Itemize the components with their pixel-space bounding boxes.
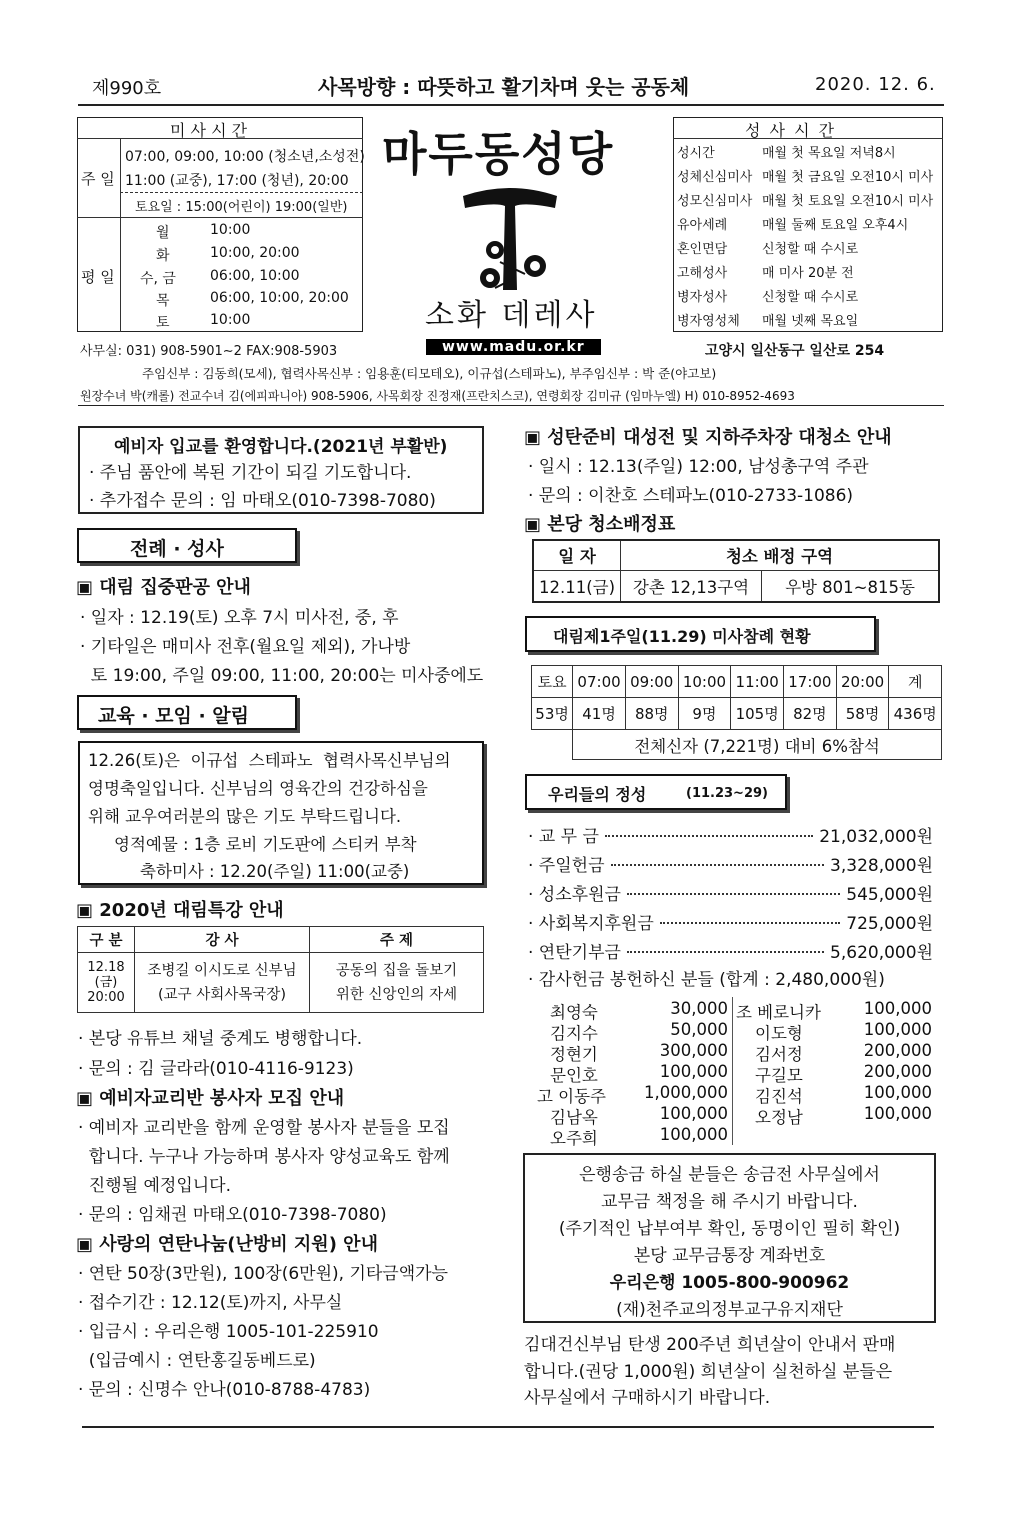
bank-line: 은행송금 하실 분들은 송금전 사무실에서: [579, 1165, 880, 1185]
account-holder: (재)천주교의정부교구유지재단: [616, 1300, 843, 1320]
lecture-date: (금): [94, 975, 118, 990]
jubilee-notice-line: 합니다.(권당 1,000원) 희년살이 실천하실 분들은: [524, 1362, 893, 1382]
sacrament-name: 병자성사: [677, 290, 728, 305]
sunday-line-2: 11:00 (교중), 17:00 (청년), 20:00: [125, 173, 349, 189]
cleaning-title: ▣ 성탄준비 대성전 및 지하주차장 대청소 안내: [524, 427, 892, 448]
donor-amount: 30,000: [670, 999, 728, 1018]
feast-center-line: 영적예물 : 1층 로비 기도판에 스티커 부착: [114, 835, 417, 854]
saturday-line: 토요일 : 15:00(어린이) 19:00(일반): [135, 200, 348, 215]
donor-amount: 100,000: [863, 1104, 932, 1123]
offering-amount: 725,000원: [846, 914, 933, 934]
donor-name: 김남옥: [550, 1108, 598, 1127]
donor-amount: 100,000: [659, 1062, 728, 1081]
catechumen-line: · 주님 품안에 복된 기간이 되길 기도합니다.: [89, 463, 412, 483]
advent-penance-line: 토 19:00, 주일 09:00, 11:00, 20:00는 미사중에도: [80, 666, 484, 686]
pastoral-motto: 사목방향 : 따뜻하고 활기차며 웃는 공동체: [318, 75, 690, 99]
offering-label: · 교 무 금: [528, 827, 599, 847]
attendance-header: 10:00: [678, 666, 731, 698]
offering-label: · 성소후원금: [528, 885, 621, 905]
donor-name: 오정남: [755, 1108, 803, 1127]
donor-name: 조 베로니카: [736, 1003, 821, 1022]
weekday-time: 06:00, 10:00, 20:00: [210, 290, 349, 306]
donor-name: 김진석: [755, 1087, 803, 1106]
attendance-value: 58명: [836, 698, 889, 730]
leader-dots: [627, 951, 824, 953]
donor-name: 김서정: [755, 1045, 803, 1064]
attendance-value: 9명: [678, 698, 731, 730]
offering-label: · 연탄기부금: [528, 943, 621, 963]
offering-amount: 545,000원: [846, 885, 933, 905]
jubilee-notice-line: 사무실에서 구매하시기 바랍니다.: [524, 1388, 771, 1408]
cleaning-area: 우방 801~815동: [762, 570, 940, 602]
feast-line: 영명축일입니다. 신부님의 영육간의 건강하심을: [88, 779, 428, 798]
staff-line-1: 주임신부 : 김동희(모세), 협력사목신부 : 임용훈(티모테오), 이규섭(스테파노), 부주임신부 : 박 준(야고보): [142, 366, 717, 381]
weekday-time: 06:00, 10:00: [210, 268, 300, 284]
briquette-line: · 연탄 50장(3만원), 100장(6만원), 기타금액가능: [78, 1264, 448, 1284]
attendance-value: 105명: [731, 698, 784, 730]
weekday-time: 10:00, 20:00: [210, 245, 300, 261]
donor-amount: 50,000: [670, 1020, 728, 1039]
donor-name: 문인호: [550, 1066, 598, 1085]
lecture-topic: 위한 신앙인의 자세: [335, 986, 458, 1003]
donor-amount: 100,000: [863, 1083, 932, 1102]
sacrament-time: 매월 둘째 토요일 오후4시: [762, 218, 909, 233]
parish-address: 고양시 일산동구 일산로 254: [705, 343, 885, 359]
donor-amount: 100,000: [863, 1020, 932, 1039]
donor-name: 정현기: [550, 1045, 598, 1064]
advent-penance-line: · 기타일은 매미사 전후(월요일 제외), 가나방: [80, 637, 411, 657]
catechumen-title: 예비자 입교를 환영합니다.(2021년 부활반): [114, 437, 448, 457]
offering-row: [528, 880, 933, 905]
advent-penance-line: · 일자 : 12.19(토) 오후 7시 미사전, 중, 후: [80, 608, 399, 628]
donor-amount: 100,000: [863, 999, 932, 1018]
sacrament-time: 신청할 때 수시로: [762, 242, 859, 257]
cleaning-header: 일 자: [533, 540, 621, 570]
sacraments-title: 성 사 시 간: [745, 121, 837, 140]
liturgy-heading: 전례 · 성사: [130, 538, 224, 560]
lecture-note: · 본당 유튜브 채널 중계도 병행합니다.: [78, 1029, 363, 1049]
patron-saint: 소화 데레사: [425, 298, 598, 333]
staff-line-2: 원장수녀 박(캐롤) 전교수녀 김(에피파니아) 908-5906, 사목회장 진정재(프란치스코), 연령회장 김미규 (임마누엘) H) 010-8952-4693: [80, 389, 795, 403]
attendance-table: [531, 665, 942, 760]
offering-row: [528, 822, 933, 847]
cross-roses-logo: [455, 178, 565, 296]
leader-dots: [660, 922, 841, 924]
donor-amount: 100,000: [659, 1125, 728, 1144]
feast-line: 12.26(토)은 이규섭 스테파노 협력사목신부님의: [88, 751, 451, 770]
weekday-label: 평 일: [81, 268, 115, 286]
weekday-day: 수, 금: [140, 271, 176, 287]
weekday-day: 화: [156, 248, 170, 264]
lecture-speaker: (교구 사회사목국장): [158, 986, 286, 1003]
attendance-header: 09:00: [625, 666, 678, 698]
sunday-label: 주 일: [81, 170, 115, 188]
jubilee-notice-line: 김대건신부님 탄생 200주년 희년살이 안내서 판매: [524, 1335, 896, 1355]
offering-row: [528, 938, 933, 963]
leader-dots: [605, 835, 813, 837]
lecture-date: 12.18: [87, 960, 125, 975]
donor-amount: 200,000: [863, 1062, 932, 1081]
sacrament-name: 고해성사: [677, 266, 728, 281]
weekday-day: 월: [156, 225, 170, 241]
attendance-header: 07:00: [573, 666, 626, 698]
sunday-line-1: 07:00, 09:00, 10:00 (청소년,소성전): [125, 149, 365, 165]
offering-label: · 주일헌금: [528, 856, 605, 876]
lecture-header: 강 사: [135, 927, 310, 953]
weekday-day: 토: [156, 315, 170, 331]
sacrament-time: 매 미사 20분 전: [762, 266, 854, 281]
bank-line: 본당 교무금통장 계좌번호: [633, 1246, 826, 1266]
volunteer-line: · 문의 : 임채권 마태오(010-7398-7080): [78, 1205, 387, 1225]
sacrament-name: 병자영성체: [677, 314, 740, 329]
staff-rule: [78, 405, 944, 406]
sacrament-name: 성시간: [677, 146, 715, 161]
issue-number: 제990호: [92, 78, 162, 99]
donor-name: 오주희: [550, 1129, 598, 1148]
donor-name: 최영숙: [550, 1003, 598, 1022]
weekday-time: 10:00: [210, 312, 251, 328]
attendance-header: 토요: [532, 666, 573, 698]
lecture-note: · 문의 : 김 글라라(010-4116-9123): [78, 1059, 354, 1079]
donor-amount: 100,000: [659, 1104, 728, 1123]
parish-name: 마두동성당: [382, 127, 615, 181]
sacrament-time: 매월 첫 금요일 오전10시 미사: [762, 170, 934, 185]
offering-row: [528, 909, 933, 934]
issue-date: 2020. 12. 6.: [815, 74, 936, 95]
offerings-title: 우리들의 정성: [548, 785, 647, 804]
advent-penance-title: ▣ 대림 집중판공 안내: [76, 577, 251, 598]
advent-lecture-title: ▣ 2020년 대림특강 안내: [76, 900, 284, 921]
weekday-day: 목: [156, 293, 170, 309]
thanks-title: · 감사헌금 봉헌하신 분들 (합계 : 2,480,000원): [528, 970, 885, 990]
bank-account: 우리은행 1005-800-900962: [609, 1273, 850, 1293]
lecture-speaker: 조병길 이시도로 신부님: [147, 962, 297, 979]
donor-amount: 300,000: [659, 1041, 728, 1060]
donor-amount: 1,000,000: [644, 1083, 728, 1102]
attendance-header: 계: [889, 666, 942, 698]
volunteer-line: 합니다. 누구나 가능하며 봉사자 양성교육도 함께: [78, 1147, 450, 1167]
donor-name: 고 이동주: [537, 1087, 607, 1106]
offering-amount: 21,032,000원: [819, 827, 933, 847]
attendance-header: 17:00: [784, 666, 837, 698]
attendance-summary: 전체신자 (7,221명) 대비 6%참석: [573, 730, 942, 760]
attendance-header: 11:00: [731, 666, 784, 698]
cleaning-table: [532, 539, 940, 603]
mass-times-title: 미 사 시 간: [170, 121, 248, 140]
briquette-title: ▣ 사랑의 연탄나눔(난방비 지원) 안내: [76, 1234, 378, 1255]
sacrament-name: 성체신심미사: [677, 170, 753, 185]
volunteer-title: ▣ 예비자교리반 봉사자 모집 안내: [76, 1088, 345, 1109]
volunteer-line: 진행될 예정입니다.: [78, 1176, 231, 1196]
sacrament-time: 매월 첫 토요일 오전10시 미사: [762, 194, 934, 209]
sacrament-name: 성모신심미사: [677, 194, 753, 209]
leader-dots: [627, 893, 840, 895]
offering-row: [528, 851, 933, 876]
attendance-value: 436명: [889, 698, 942, 730]
attendance-title: 대림제1주일(11.29) 미사참례 현황: [553, 627, 811, 646]
catechumen-line: · 추가접수 문의 : 임 마태오(010-7398-7080): [89, 491, 436, 511]
lecture-date: 20:00: [87, 990, 125, 1005]
sacrament-name: 혼인면담: [677, 242, 728, 257]
cleaning-header: 청소 배정 구역: [621, 540, 940, 570]
volunteer-line: · 예비자 교리반을 함께 운영할 봉사자 분들을 모집: [78, 1118, 450, 1138]
cleaning-date: 12.11(금): [533, 570, 621, 602]
attendance-value: 82명: [784, 698, 837, 730]
feast-line: 위해 교우여러분의 많은 기도 부탁드립니다.: [88, 807, 402, 826]
attendance-value: 88명: [625, 698, 678, 730]
lecture-header: 주 제: [310, 927, 484, 953]
cleaning-table-title: ▣ 본당 청소배정표: [524, 514, 676, 535]
briquette-line: · 접수기간 : 12.12(토)까지, 사무실: [78, 1293, 343, 1313]
offering-label: · 사회복지후원금: [528, 914, 654, 934]
office-contact: 사무실: 031) 908-5901∼2 FAX:908-5903: [80, 344, 338, 359]
header-rule: [78, 104, 944, 106]
sacrament-name: 유아세례: [677, 218, 728, 233]
advent-lecture-table: [77, 926, 484, 1013]
bank-line: 교무금 책정을 해 주시기 바랍니다.: [601, 1192, 858, 1212]
offering-amount: 5,620,000원: [830, 943, 933, 963]
sacrament-time: 신청할 때 수시로: [762, 290, 859, 305]
lecture-topic: 공동의 집을 돌보기: [335, 962, 458, 979]
offerings-period: (11.23~29): [686, 786, 768, 801]
briquette-line: · 문의 : 신명수 안나(010-8788-4783): [78, 1380, 371, 1400]
attendance-value: 53명: [532, 698, 573, 730]
donor-name: 이도형: [755, 1024, 803, 1043]
sacrament-time: 매월 넷째 목요일: [762, 314, 859, 329]
sacrament-time: 매월 첫 목요일 저녁8시: [762, 146, 896, 161]
feast-center-line: 축하미사 : 12.20(주일) 11:00(교중): [140, 862, 410, 881]
leader-dots: [611, 864, 825, 866]
attendance-value: 41명: [573, 698, 626, 730]
footer-rule: [82, 1426, 934, 1428]
briquette-line: (입금예시 : 연탄홍길동베드로): [78, 1351, 316, 1371]
donor-amount: 200,000: [863, 1041, 932, 1060]
lecture-header: 구 분: [78, 927, 135, 953]
weekday-time: 10:00: [210, 222, 251, 238]
offering-amount: 3,328,000원: [830, 856, 933, 876]
cleaning-line: · 일시 : 12.13(주일) 12:00, 남성총구역 주관: [528, 457, 869, 477]
briquette-line: · 입금시 : 우리은행 1005-101-225910: [78, 1322, 379, 1342]
website-link[interactable]: www.madu.or.kr: [426, 339, 601, 355]
bank-line: (주기적인 납부여부 확인, 동명이인 필히 확인): [558, 1219, 901, 1239]
donor-name: 구길모: [755, 1066, 803, 1085]
cleaning-line: · 문의 : 이찬호 스테파노(010-2733-1086): [528, 486, 854, 506]
attendance-header: 20:00: [836, 666, 889, 698]
cleaning-area: 강촌 12,13구역: [621, 570, 762, 602]
education-heading: 교육 · 모임 · 알림: [98, 705, 250, 727]
donor-name: 김지수: [550, 1024, 598, 1043]
